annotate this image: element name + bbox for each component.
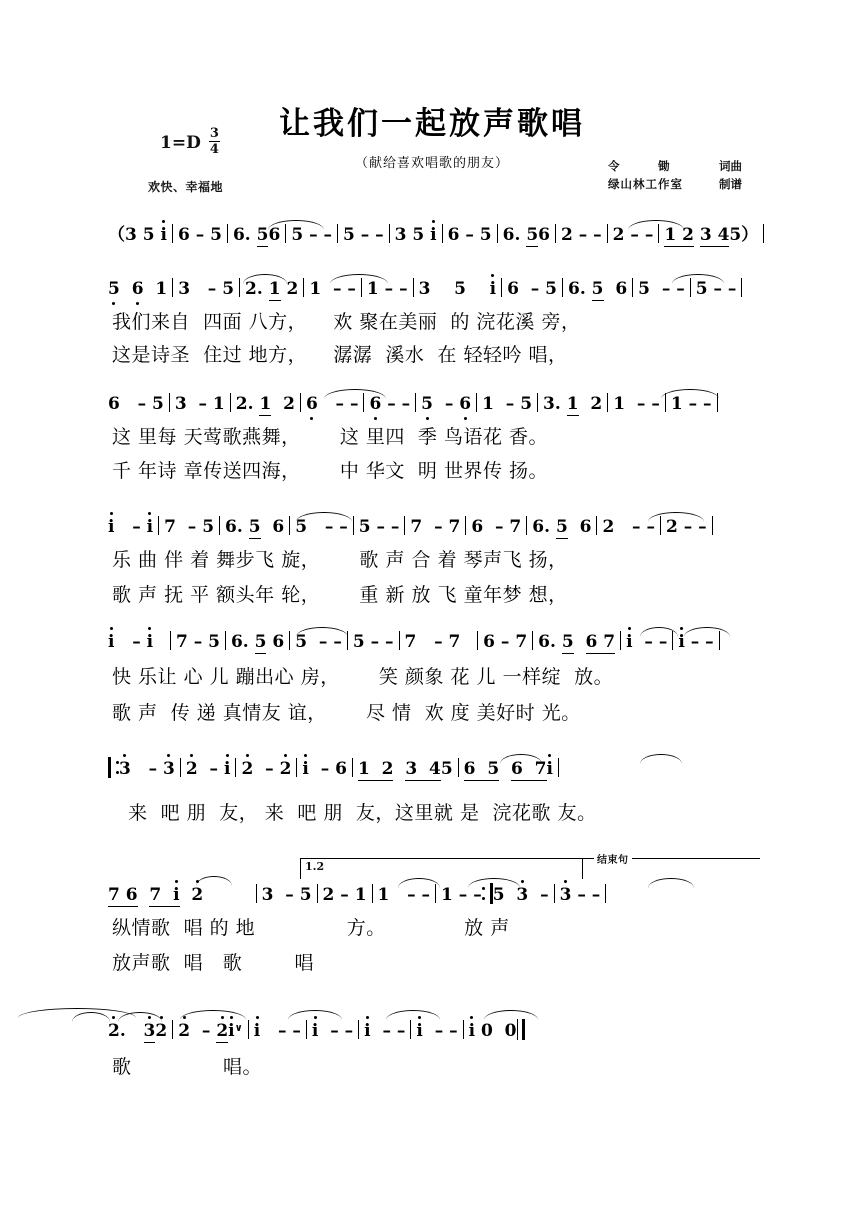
breath-mark: ∨ xyxy=(234,1023,243,1034)
final-barline xyxy=(517,1019,525,1040)
slur xyxy=(640,754,682,764)
staff-line-intro xyxy=(0,218,864,252)
lyrics-verse-a-2: 这是诗圣 住过 地方， 潺潺 溪水 在 轻轻吟 唱， xyxy=(112,344,568,366)
volta-tick xyxy=(582,859,583,879)
slur xyxy=(648,878,694,888)
staff-line-chorus xyxy=(0,752,864,786)
page-title: 让我们一起放声歌唱 xyxy=(279,106,585,142)
lyrics-verse-b-2: 千 年诗 章传送四海， 中 华文 明 世界传 扬。 xyxy=(112,460,549,482)
lyrics-chorus: 来 吧 朋 友， 来 吧 朋 友，这里就 是 浣花歌 友。 xyxy=(128,802,597,824)
time-signature-numerator: 3 xyxy=(209,126,219,141)
composer-role: 词曲 xyxy=(719,159,742,173)
lyrics-verse-d-1: 快 乐让 心 儿 蹦出心 房， 笑 颜象 花 儿 一样绽 放。 xyxy=(112,666,614,688)
staff-line-verse-b xyxy=(0,387,864,421)
lyrics-verse-c-2: 歌 声 抚 平 额头年 轮， 重 新 放 飞 童年梦 想， xyxy=(112,584,568,606)
composer-name: 令 锄 xyxy=(608,159,671,173)
notation-intro: （3 5 i 6 – 5 6. 56 5 – – 5 – – 3 5 i 6 – 5 6. 56 2 – – 2 – – 1 2 3 45） xyxy=(108,218,769,252)
notation-verse-a: 5 6 1 3 – 5 2. 1 2 1 – – 1 – – 3 5 i 6 – 5 6. 5 6 5 – – 5 – – xyxy=(108,272,747,306)
lyrics-endings-1: 纵情歌 唱 的 地 方。 放 声 xyxy=(112,917,510,939)
lyrics-verse-a-1: 我们来自 四面 八方， 欢 聚在美丽 的 浣花溪 旁， xyxy=(112,311,581,333)
lyrics-verse-c-1: 乐 曲 伴 着 舞步飞 旋， 歌 声 合 着 琴声飞 扬， xyxy=(112,549,568,571)
staff-line-coda xyxy=(0,1012,864,1046)
notation-verse-d: i – i 7 – 5 6. 5 6 5 – – 5 – – 7 – 7 6 – 7 6. 5 6 7 i – – i – – xyxy=(108,625,725,659)
staff-line-verse-a xyxy=(0,272,864,306)
volta-label-first: 1.2 xyxy=(305,860,325,873)
key-signature-text: 1=D xyxy=(160,132,201,153)
credits-block xyxy=(608,158,742,194)
repeat-start-icon xyxy=(108,757,119,778)
engraver-name: 绿山林工作室 xyxy=(608,176,683,191)
subtitle: （献给喜欢唱歌的朋友） xyxy=(354,156,509,171)
key-signature xyxy=(160,128,220,157)
credit-row xyxy=(608,158,742,176)
staff-line-verse-d xyxy=(0,625,864,659)
time-signature xyxy=(209,127,220,156)
credit-row xyxy=(608,176,742,194)
lyrics-coda: 歌 唱。 xyxy=(112,1056,263,1078)
notation-coda: 2. 32 2 – 2i∨ i – – i – – i – – i – – i 0 0 xyxy=(108,1012,525,1048)
volta-bracket-ending xyxy=(582,855,760,879)
notation-endings: 7 6 7 i 2 3 – 5 2 – 1 1 – – 1 – – 5 3 – 3 – – xyxy=(108,878,611,912)
staff-line-endings xyxy=(0,878,864,912)
lyrics-verse-d-2: 歌 声 传 递 真情友 谊， 尽 情 欢 度 美好时 光。 xyxy=(112,702,581,724)
lyrics-endings-2: 放声歌 唱 歌 唱 xyxy=(112,952,315,974)
lyrics-verse-b-1: 这 里每 天莺歌燕舞， 这 里四 季 鸟语花 香。 xyxy=(112,426,549,448)
staff-line-verse-c xyxy=(0,510,864,544)
notation-verse-c: i – i 7 – 5 6. 5 6 5 – – 5 – – 7 – 7 6 – 7 6. 5 6 2 – – 2 – – xyxy=(108,510,718,544)
notation-chorus: 3 – 3 2 – i 2 – 2 i – 6 1 2 3 45 6 5 6 7i xyxy=(108,752,564,786)
engraver-role: 制谱 xyxy=(719,176,742,191)
time-signature-denominator: 4 xyxy=(209,142,219,157)
volta-label-ending: 结束句 xyxy=(594,851,632,866)
notation-verse-b: 6 – 5 3 – 1 2. 1 2 6 – – 6 – – 5 – 6 1 – 5 3. 1 2 1 – – 1 – – xyxy=(108,387,723,421)
tempo-marking: 欢快、幸福地 xyxy=(148,180,224,194)
